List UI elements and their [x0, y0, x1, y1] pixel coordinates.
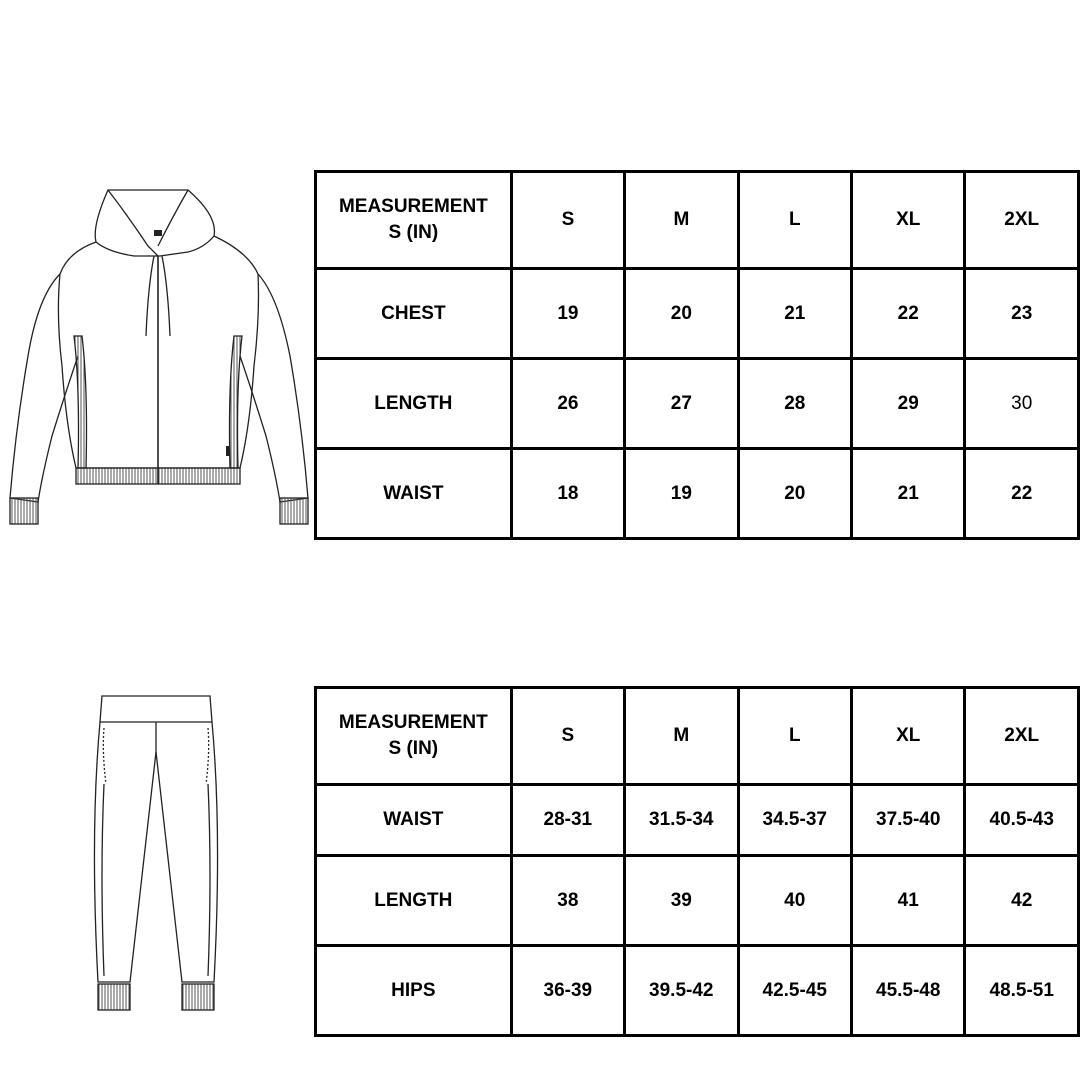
table-cell: 23 — [965, 269, 1079, 359]
size-header-2xl: 2XL — [965, 688, 1079, 785]
table-cell: 39 — [625, 856, 738, 946]
table-row — [316, 269, 1079, 359]
table-cell: 29 — [851, 359, 964, 449]
table-cell: 18 — [511, 449, 624, 539]
table-cell: 26 — [511, 359, 624, 449]
table-cell: 22 — [965, 449, 1079, 539]
table-cell: 21 — [851, 449, 964, 539]
table-header-row — [316, 172, 1079, 269]
table-cell: 37.5-40 — [851, 785, 964, 856]
measurement-header: MEASUREMENT S (IN) — [316, 172, 512, 269]
table-cell: 19 — [625, 449, 738, 539]
table-row — [316, 359, 1079, 449]
size-header-l: L — [738, 688, 851, 785]
sweatpants-illustration — [86, 692, 226, 1014]
table-cell: 39.5-42 — [625, 946, 738, 1036]
row-label: LENGTH — [316, 856, 512, 946]
table-row — [316, 856, 1079, 946]
size-header-l: L — [738, 172, 851, 269]
table-cell: 42.5-45 — [738, 946, 851, 1036]
table-cell: 40.5-43 — [965, 785, 1079, 856]
table-cell: 30 — [965, 359, 1079, 449]
pants-size-table — [314, 686, 1080, 1037]
table-header-row — [316, 688, 1079, 785]
table-cell: 42 — [965, 856, 1079, 946]
table-cell: 45.5-48 — [851, 946, 964, 1036]
row-label: HIPS — [316, 946, 512, 1036]
table-cell: 21 — [738, 269, 851, 359]
row-label: CHEST — [316, 269, 512, 359]
table-cell: 36-39 — [511, 946, 624, 1036]
size-header-m: M — [625, 688, 738, 785]
table-cell: 22 — [851, 269, 964, 359]
table-row — [316, 946, 1079, 1036]
table-cell: 41 — [851, 856, 964, 946]
size-header-2xl: 2XL — [965, 172, 1079, 269]
measurement-header: MEASUREMENT S (IN) — [316, 688, 512, 785]
size-header-xl: XL — [851, 172, 964, 269]
table-cell: 48.5-51 — [965, 946, 1079, 1036]
table-cell: 27 — [625, 359, 738, 449]
table-cell: 28-31 — [511, 785, 624, 856]
size-header-xl: XL — [851, 688, 964, 785]
table-cell: 38 — [511, 856, 624, 946]
hoodie-size-table — [314, 170, 1080, 540]
size-header-m: M — [625, 172, 738, 269]
table-row — [316, 785, 1079, 856]
table-cell: 40 — [738, 856, 851, 946]
size-header-s: S — [511, 688, 624, 785]
row-label: WAIST — [316, 449, 512, 539]
row-label: WAIST — [316, 785, 512, 856]
size-header-s: S — [511, 172, 624, 269]
table-cell: 31.5-34 — [625, 785, 738, 856]
table-row — [316, 449, 1079, 539]
table-cell: 28 — [738, 359, 851, 449]
table-cell: 19 — [511, 269, 624, 359]
table-cell: 20 — [738, 449, 851, 539]
table-cell: 20 — [625, 269, 738, 359]
zip-hoodie-illustration — [8, 186, 310, 532]
row-label: LENGTH — [316, 359, 512, 449]
table-cell: 34.5-37 — [738, 785, 851, 856]
